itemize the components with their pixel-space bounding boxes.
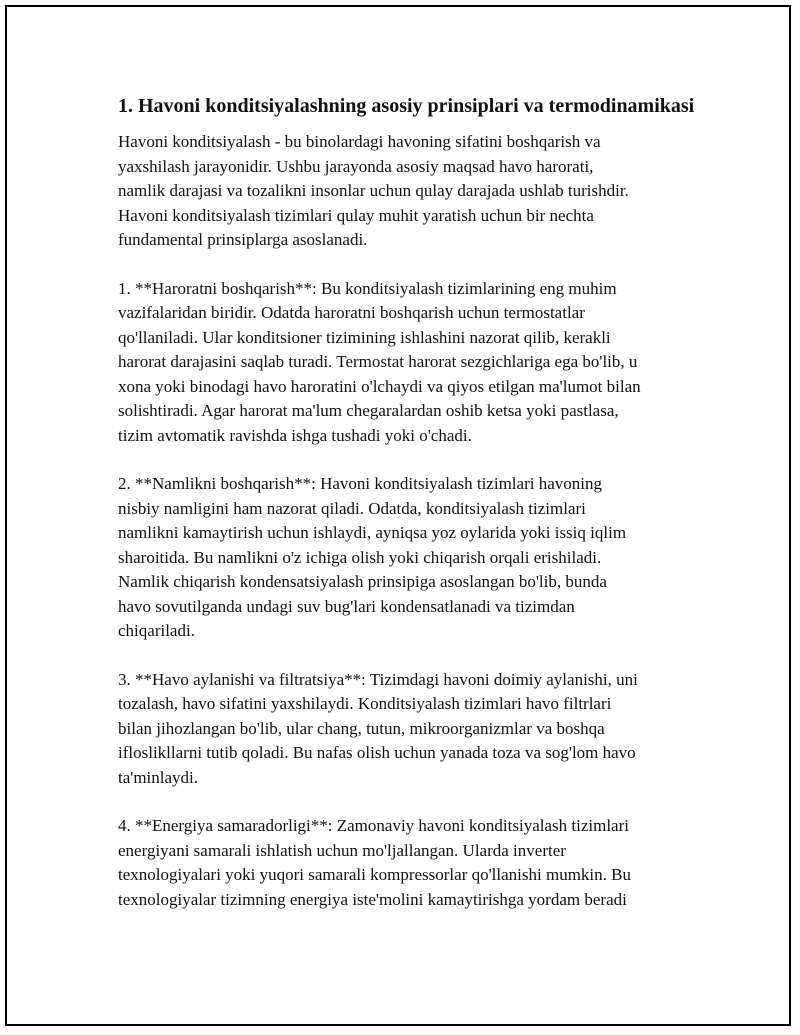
- paragraph-temperature-control: 1. **Haroratni boshqarish**: Bu konditsiyalash tizimlarining eng muhim vazifalaridan biridir. Odatda haroratni boshqarish uchun termostatlar qo'llaniladi. Ular konditsioner tizimining ishlashini nazorat qilib, kerakli harorat darajasini saqlab turadi. Termostat harorat sezgichlariga ega bo'lib, u xona yoki binodagi havo haroratini o'lchaydi va qiyos etilgan ma'lumot bilan solishtiradi. Agar harorat ma'lum chegaralardan oshib ketsa yoki pastlasa, tizim avtomatik ravishda ishga tushadi yoki o'chadi.: [118, 278, 641, 445]
- section-heading: 1. Havoni konditsiyalashning asosiy prinsiplari va termodinamikasi: [118, 95, 695, 117]
- document-body: [118, 92, 698, 936]
- intro-paragraph: Havoni konditsiyalash - bu binolardagi havoning sifatini boshqarish va yaxshilash jarayonidir. Ushbu jarayonda asosiy maqsad havo harorati, namlik darajasi va tozalikni insonlar uchun qulay darajada ushlab turishdir. Havoni konditsiyalash tizimlari qulay muhit yaratish uchun bir nechta fundamental prinsiplarga asoslanadi.: [118, 132, 629, 249]
- paragraph-humidity-control: 2. **Namlikni boshqarish**: Havoni konditsiyalash tizimlari havoning nisbiy namligini ham nazorat qiladi. Odatda, konditsiyalash tizimlari namlikni kamaytirish uchun ishlaydi, ayniqsa yoz oylarida yoki issiq iqlim sharoitida. Bu namlikni o'z ichiga olish yoki chiqarish orqali erishiladi. Namlik chiqarish kondensatsiyalash prinsipiga asoslangan bo'lib, bunda havo sovutilganda undagi suv bug'lari kondensatlanadi va tizimdan chiqariladi.: [118, 474, 627, 640]
- paragraph-air-circulation: 3. **Havo aylanishi va filtratsiya**: Tizimdagi havoni doimiy aylanishi, uni tozalash, havo sifatini yaxshilaydi. Konditsiyalash tizimlari havo filtrlari bilan jihozlangan bo'lib, ular chang, tutun, mikroorganizmlar va boshqa ifloslikllarni tutib qoladi. Bu nafas olish uchun yanada toza va sog'lom havo ta'minlaydi.: [118, 669, 638, 787]
- paragraph-energy-efficiency: 4. **Energiya samaradorligi**: Zamonaviy havoni konditsiyalash tizimlari energiyani samarali ishlatish uchun mo'ljallangan. Ularda inverter texnologiyalari yoki yuqori samarali kompressorlar qo'llanishi mumkin. Bu texnologiyalar tizimning energiya iste'molini kamaytirishga yordam beradi: [118, 816, 631, 909]
